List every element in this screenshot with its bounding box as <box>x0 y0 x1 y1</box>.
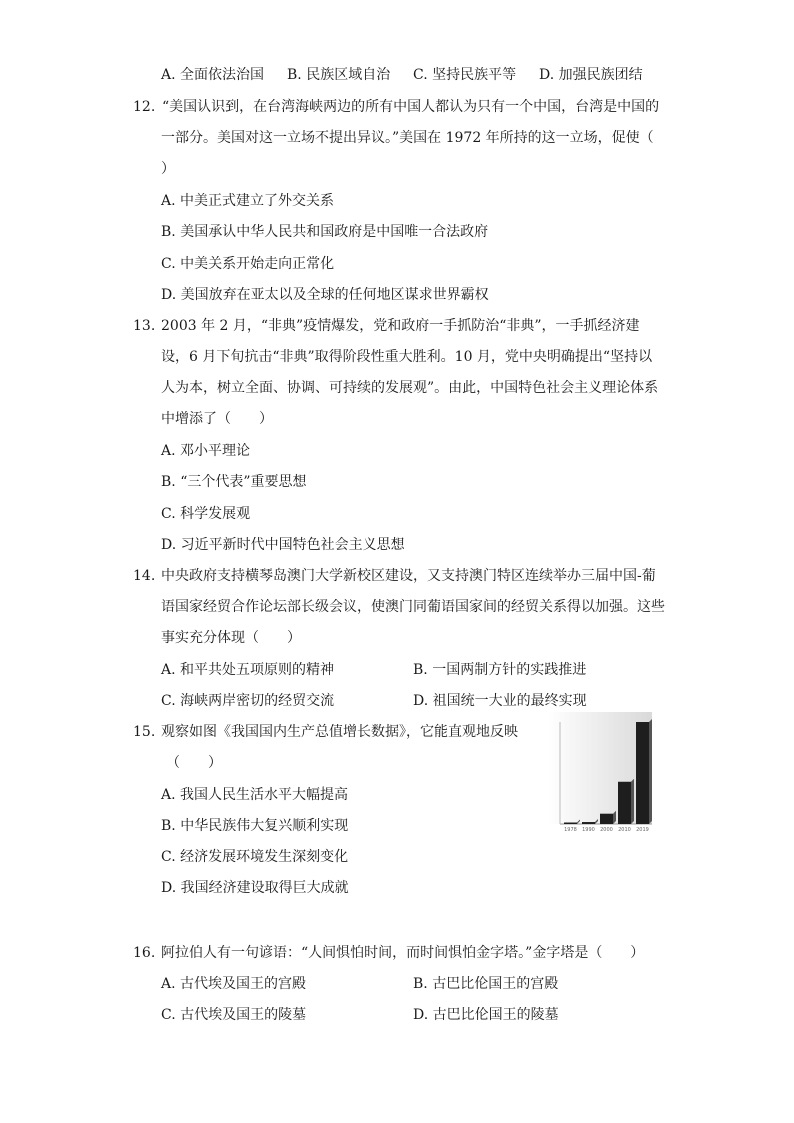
gdp-growth-chart <box>540 712 660 832</box>
q15-option-d: D. 我国经济建设取得巨大成就 <box>161 880 349 896</box>
q13-number: 13. <box>133 318 156 334</box>
q12-option-b: B. 美国承认中华人民共和国政府是中国唯一合法政府 <box>161 224 489 240</box>
chart-category-label: 1978 <box>564 827 577 832</box>
q14-option-a: A. 和平共处五项原则的精神 <box>161 662 335 678</box>
q14-option-d: D. 祖国统一大业的最终实现 <box>413 693 587 709</box>
q15-stem-line-2: （ ） <box>166 755 222 771</box>
q13-option-d: D. 习近平新时代中国特色社会主义思想 <box>161 537 405 553</box>
q16-option-a: A. 古代埃及国王的宫殿 <box>161 976 307 992</box>
q12-option-d: D. 美国放弃在亚太以及全球的任何地区谋求世界霸权 <box>161 287 489 303</box>
chart-bar-side <box>649 719 652 824</box>
chart-category-label: 2019 <box>636 827 649 832</box>
q16-option-c: C. 古代埃及国王的陵墓 <box>161 1007 307 1023</box>
q12-stem-line-2: 一部分。美国对这一立场不提出异议。”美国在 1972 年所持的这一立场，促使（ <box>161 130 654 146</box>
chart-category-label: 2010 <box>618 827 631 832</box>
chart-bar <box>600 814 613 824</box>
q11-option-c: C. 坚持民族平等 <box>413 67 517 83</box>
q16-option-b: B. 古巴比伦国王的宫殿 <box>413 976 559 992</box>
q15-number: 15. <box>133 724 156 740</box>
q15-option-b: B. 中华民族伟大复兴顺利实现 <box>161 818 349 834</box>
q14-option-b: B. 一国两制方针的实践推进 <box>413 662 587 678</box>
chart-category-label: 2000 <box>600 827 613 832</box>
q13-stem-line-3: 人为本，树立全面、协调、可持续的发展观”。由此，中国特色社会主义理论体系 <box>161 380 659 396</box>
q11-option-b: B. 民族区域自治 <box>287 67 391 83</box>
chart-bar <box>564 823 577 825</box>
q12-option-c: C. 中美关系开始走向正常化 <box>161 256 335 272</box>
q13-stem-line-1: 2003 年 2 月，“非典”疫情爆发，党和政府一手抓防治“非典”，一手抓经济建 <box>161 318 640 334</box>
q16-stem-line-1: 阿拉伯人有一句谚语：“人间惧怕时间，而时间惧怕金字塔。”金字塔是（ ） <box>161 945 645 961</box>
q14-option-c: C. 海峡两岸密切的经贸交流 <box>161 693 335 709</box>
q13-option-b: B. “三个代表”重要思想 <box>161 474 307 490</box>
q14-stem-line-3: 事实充分体现（ ） <box>161 630 301 646</box>
q12-stem-line-3: ） <box>161 161 175 177</box>
q13-option-a: A. 邓小平理论 <box>161 443 251 459</box>
q11-option-a: A. 全面依法治国 <box>161 67 265 83</box>
q11-option-d: D. 加强民族团结 <box>539 67 643 83</box>
q12-stem-line-1: “美国认识到，在台湾海峡两边的所有中国人都认为只有一个中国，台湾是中国的 <box>162 99 660 115</box>
chart-bar <box>636 722 649 824</box>
q13-option-c: C. 科学发展观 <box>161 506 251 522</box>
q12-number: 12. <box>133 99 156 115</box>
chart-bar <box>582 822 595 824</box>
q15-option-a: A. 我国人民生活水平大幅提高 <box>161 787 349 803</box>
chart-bar-side <box>631 779 634 824</box>
chart-category-label: 1990 <box>582 827 595 832</box>
q14-number: 14. <box>133 568 156 584</box>
chart-bar <box>618 782 631 824</box>
q12-option-a: A. 中美正式建立了外交关系 <box>161 193 335 209</box>
q16-option-d: D. 古巴比伦国王的陵墓 <box>413 1007 559 1023</box>
q13-stem-line-4: 中增添了（ ） <box>161 411 273 427</box>
q16-number: 16. <box>133 945 156 961</box>
q13-stem-line-2: 设，6 月下旬抗击“非典”取得阶段性重大胜利。10 月，党中央明确提出“坚持以 <box>161 349 653 365</box>
q15-option-c: C. 经济发展环境发生深刻变化 <box>161 849 349 865</box>
q14-stem-line-1: 中央政府支持横琴岛澳门大学新校区建设，又支持澳门特区连续举办三届中国-葡 <box>161 568 656 584</box>
q14-stem-line-2: 语国家经贸合作论坛部长级会议，使澳门同葡语国家间的经贸关系得以加强。这些 <box>161 599 665 615</box>
q15-stem-line-1: 观察如图《我国国内生产总值增长数据》，它能直观地反映 <box>161 724 518 740</box>
